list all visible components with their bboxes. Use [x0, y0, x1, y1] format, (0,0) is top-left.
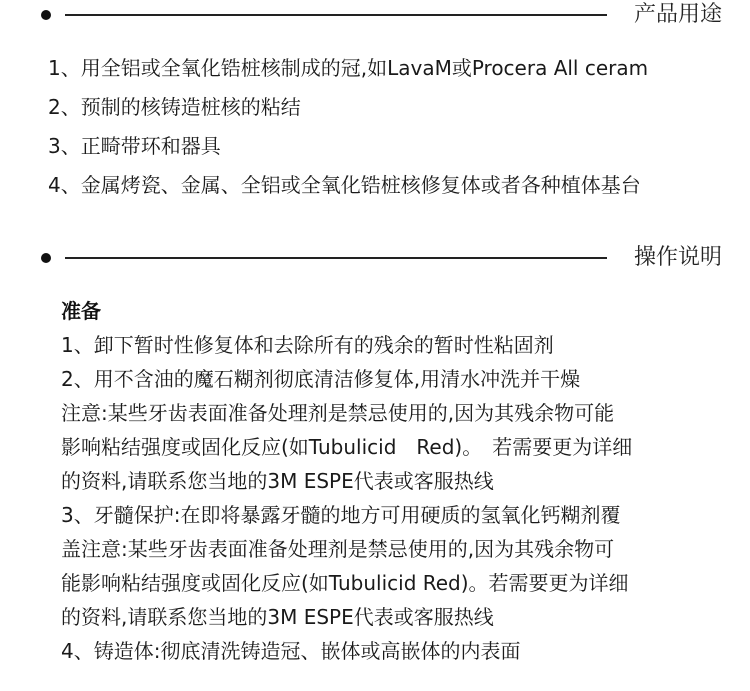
operation-line: 的资料,请联系您当地的3M ESPE代表或客服热线: [61, 469, 494, 493]
divider-line: [65, 257, 607, 259]
bullet-dot-icon: [41, 253, 51, 263]
usage-item: 1、用全铝或全氧化锆桩核制成的冠,如LavaM或Procera All ceram: [48, 56, 649, 80]
usage-list: [48, 52, 648, 208]
operation-line: 3、牙髓保护:在即将暴露牙髓的地方可用硬质的氢氧化钙糊剂覆: [61, 503, 621, 527]
operation-line: 的资料,请联系您当地的3M ESPE代表或客服热线: [61, 605, 494, 629]
operation-line: 注意:某些牙齿表面准备处理剂是禁忌使用的,因为其残余物可能: [61, 401, 615, 425]
divider-line: [65, 14, 607, 16]
section-title-usage: 产品用途: [633, 2, 722, 27]
usage-item: 4、金属烤瓷、金属、全铝或全氧化锆桩核修复体或者各种植体基台: [48, 173, 641, 197]
operation-body: [61, 294, 721, 668]
operation-line: 4、铸造体:彻底清洗铸造冠、嵌体或高嵌体的内表面: [61, 639, 521, 663]
section-header-operation: [0, 243, 750, 273]
operation-line: 1、卸下暂时性修复体和去除所有的残余的暂时性粘固剂: [61, 333, 554, 357]
bullet-dot-icon: [41, 10, 51, 20]
usage-item: 2、预制的核铸造桩核的粘结: [48, 95, 301, 119]
operation-line: 影响粘结强度或固化反应(如Tubulicid Red)。 若需要更为详细: [61, 435, 633, 459]
section-title-operation: 操作说明: [633, 245, 722, 270]
operation-line: 盖注意:某些牙齿表面准备处理剂是禁忌使用的,因为其残余物可: [61, 537, 615, 561]
usage-item: 3、正畸带环和器具: [48, 134, 221, 158]
section-header-usage: [0, 0, 750, 30]
operation-line: 2、用不含油的魔石糊剂彻底清洁修复体,用清水冲洗并干燥: [61, 367, 581, 391]
operation-line: 能影响粘结强度或固化反应(如Tubulicid Red)。若需要更为详细: [61, 571, 629, 595]
preparation-heading: 准备: [61, 299, 101, 323]
